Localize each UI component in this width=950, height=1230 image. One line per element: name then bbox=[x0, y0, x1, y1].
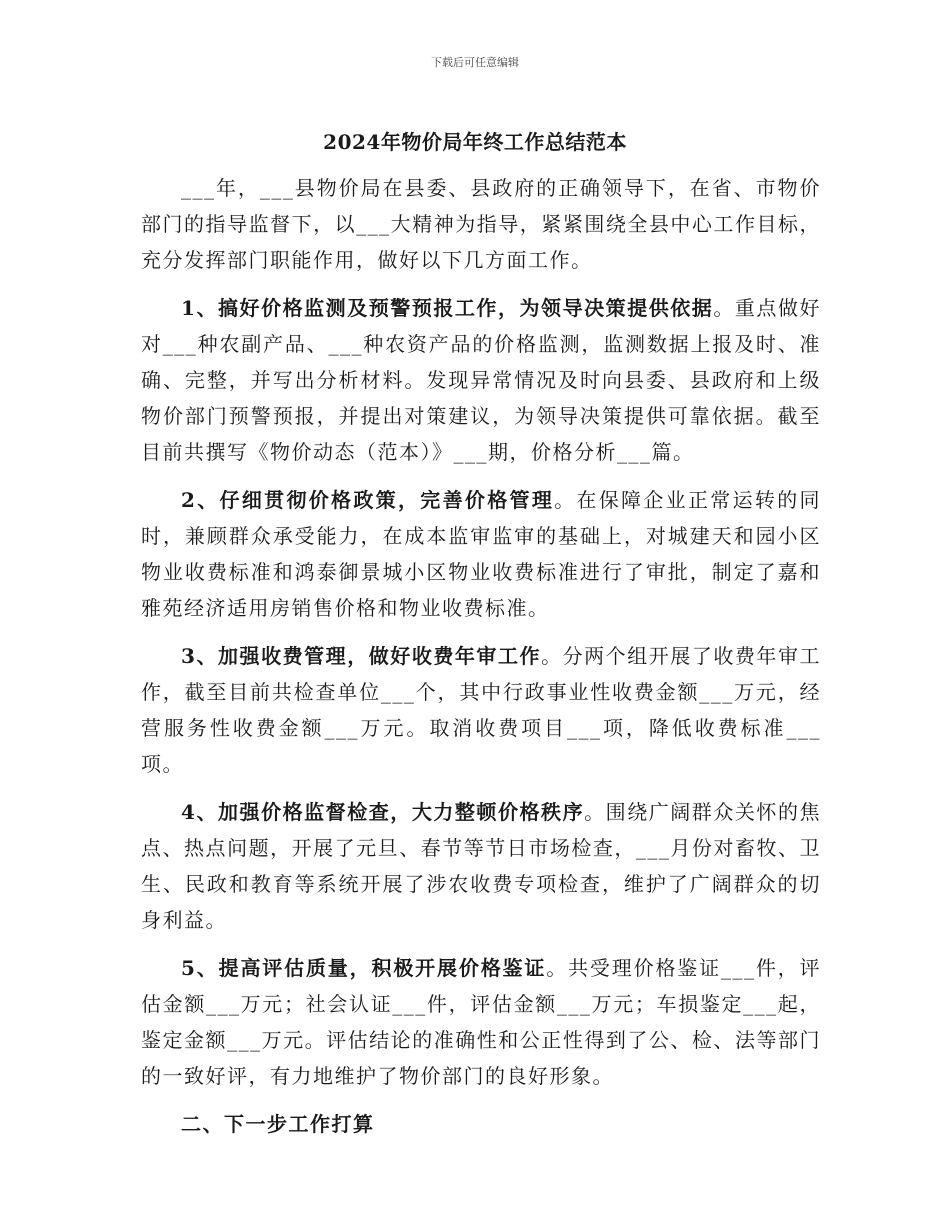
item-text-5: 。共受理价格鉴证___件，评估金额___万元；社会认证___件，评估金额___万元；车损鉴定___起，鉴定金额___万元。评估结论的准确性和公正性得到了公、检、法等部门的一致好评，有力地维护了物价部门的良好形象。 bbox=[141, 956, 821, 1088]
document-body bbox=[141, 170, 821, 1142]
item-text-2: 。在保障企业正常运转的同时，兼顾群众承受能力，在成本监审监审的基础上，对城建天和园小区物业收费标准和鸿泰御景城小区物业收费标准进行了审批，制定了嘉和雅苑经济适用房销售价格和物业收费标准。 bbox=[141, 488, 821, 620]
item-paragraph-4 bbox=[141, 794, 821, 938]
document-title: 2024年物价局年终工作总结范本 bbox=[323, 130, 627, 154]
intro-paragraph: ___年，___县物价局在县委、县政府的正确领导下，在省、市物价部门的指导监督下，以___大精神为指导，紧紧围绕全县中心工作目标，充分发挥部门职能作用，做好以下几方面工作。 bbox=[141, 176, 821, 272]
section-heading: 二、下一步工作打算 bbox=[181, 1112, 375, 1136]
item-heading-4: 4、加强价格监督检查，大力整顿价格秩序 bbox=[181, 800, 585, 824]
item-paragraph-1 bbox=[141, 290, 821, 470]
item-heading-2: 2、仔细贯彻价格政策，完善价格管理 bbox=[181, 488, 555, 512]
header-note: 下载后可任意编辑 bbox=[431, 56, 519, 69]
item-paragraph-5 bbox=[141, 950, 821, 1094]
item-heading-5: 5、提高评估质量，积极开展价格鉴证 bbox=[181, 956, 547, 980]
item-text-3: 。分两个组开展了收费年审工作，截至目前共检查单位___个，其中行政事业性收费金额___万元，经营服务性收费金额___万元。取消收费项目___项，降低收费标准___项。 bbox=[141, 644, 822, 776]
item-paragraph-2 bbox=[141, 482, 821, 626]
item-heading-3: 3、加强收费管理，做好收费年审工作 bbox=[181, 644, 542, 668]
item-paragraph-3 bbox=[141, 638, 821, 782]
item-text-4: 。围绕广阔群众关怀的焦点、热点问题，开展了元旦、春节等节日市场检查，___月份对畜牧、卫生、民政和教育等系统开展了涉农收费专项检查，维护了广阔群众的切身利益。 bbox=[141, 800, 821, 932]
item-heading-1: 1、搞好价格监测及预警预报工作，为领导决策提供依据 bbox=[181, 296, 714, 320]
item-text-1: 。重点做好对___种农副产品、___种农资产品的价格监测，监测数据上报及时、准确、完整，并写出分析材料。发现异常情况及时向县委、县政府和上级物价部门预警预报，并提出对策建议，为领导决策提供可靠依据。截至目前共撰写《物价动态（范本）》___期，价格分析___篇。 bbox=[141, 296, 822, 464]
